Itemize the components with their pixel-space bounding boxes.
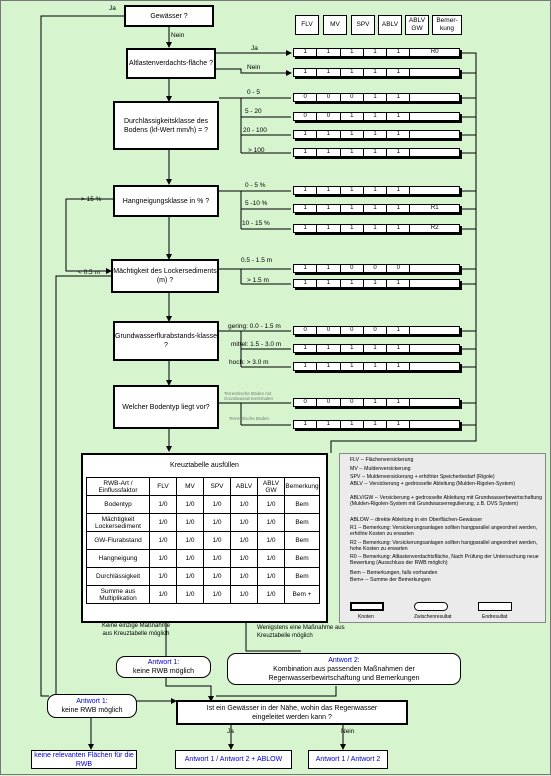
legend-label-knoten: Knoten [358, 614, 374, 620]
matrix-cell: 1/0 [258, 568, 285, 586]
end-result-keine-flaechen: keine relevanten Flächen für die RWB [31, 750, 137, 769]
row-value-cell: 1 [387, 345, 410, 352]
question-altlasten: Altlastenverdachts-fläche ? [126, 48, 216, 79]
row-value-cell: 1 [364, 113, 387, 120]
branch-label: hoch: > 3.0 m [229, 359, 269, 366]
branch-label: 20 - 100 [243, 127, 267, 134]
matrix-cell: Bodentyp [87, 496, 150, 514]
row-value-cell: 1 [317, 345, 340, 352]
branch-label: 10 - 15 % [242, 220, 270, 227]
matrix-cell: Bem [285, 514, 320, 532]
row-value-cell: 0 [317, 399, 340, 406]
row-value-cell: 1 [364, 49, 387, 56]
matrix-cell: 1/0 [150, 496, 177, 514]
row-value-cell: 1 [317, 363, 340, 370]
legend-item: Bem -- Bemerkungen, falls vorhanden [350, 570, 438, 576]
value-row [293, 279, 460, 288]
row-value-cell: 0 [341, 94, 364, 101]
row-remark-cell [410, 363, 459, 370]
row-value-cell: 1 [387, 327, 410, 334]
result-antwort2 [227, 653, 461, 685]
row-value-cell: 1 [387, 205, 410, 212]
matrix-cell: 1/0 [204, 514, 231, 532]
matrix-cell: 1/0 [231, 550, 258, 568]
branch-label: > 100 [248, 147, 265, 154]
row-remark-cell [410, 113, 459, 120]
row-value-cell: 0 [364, 327, 387, 334]
matrix-cell: 1/0 [150, 550, 177, 568]
edge-label-nein: Nein [171, 32, 185, 39]
legend-item: MV -- Muldenversickerung [350, 466, 411, 472]
matrix-cell: 1/0 [204, 532, 231, 550]
legend-item: R1 -- Bemerkung: Versickerungsanlagen sollten hangparallel angeordnet werden, erhöhte Kosten zu erwarten [350, 525, 538, 538]
matrix-cell: 1/0 [258, 532, 285, 550]
row-remark-cell [410, 69, 459, 76]
row-value-cell: 1 [387, 225, 410, 232]
column-header-flv: FLV [295, 15, 319, 35]
matrix-row [87, 514, 320, 532]
matrix-cell: Bemerkung [285, 478, 320, 496]
row-value-cell: 1 [294, 421, 317, 428]
row-value-cell: 0 [317, 113, 340, 120]
question-gewaesser-naehe: Ist ein Gewässer in der Nähe, wohin das Regenwasser eingeleitet werden kann ? [176, 700, 408, 725]
row-remark-cell [410, 327, 459, 334]
row-value-cell: 1 [341, 225, 364, 232]
matrix-cell: 1/0 [204, 496, 231, 514]
row-remark-cell [410, 265, 459, 272]
row-value-cell: 1 [387, 49, 410, 56]
antwort1-left-text: keine RWB möglich [61, 707, 123, 714]
value-row [293, 68, 460, 77]
row-value-cell: 1 [387, 113, 410, 120]
row-value-cell: 1 [364, 149, 387, 156]
result-antwort1-mid [116, 656, 211, 678]
column-header-ablv: ABLV [378, 15, 402, 35]
row-remark-cell [410, 131, 459, 138]
question-hangneigung: Hangneigungsklasse in % ? [113, 185, 219, 217]
value-row [293, 326, 460, 335]
value-row [293, 264, 460, 273]
branch-label: gering: 0.0 - 1.5 m [228, 323, 281, 330]
row-value-cell: 1 [294, 265, 317, 272]
edge-label-ja: Ja [109, 5, 116, 12]
value-row [293, 398, 460, 407]
branch-label: Terrestrische Böden mit Grundwassermerkmalen [224, 391, 274, 401]
branch-label: 0.5 - 1.5 m [241, 257, 273, 264]
row-value-cell: 1 [294, 280, 317, 287]
legend-item: SPV -- Muldenversickerung + erhöhter Speicherbedarf (Rigole) [350, 474, 495, 480]
row-value-cell: 0 [317, 327, 340, 334]
legend-label-zwischen: Zwischenresultat [414, 614, 452, 620]
result-antwort1-left [47, 694, 137, 718]
row-value-cell: 1 [317, 225, 340, 232]
note-keine-einzige: Keine einzige Maßnahme aus Kreuztabelle möglich [101, 623, 171, 637]
row-value-cell: 1 [294, 205, 317, 212]
row-value-cell: 1 [317, 421, 340, 428]
matrix-cell: 1/0 [231, 568, 258, 586]
row-value-cell: 1 [317, 280, 340, 287]
end-result-antwort: Antwort 1 / Antwort 2 [308, 750, 388, 769]
row-value-cell: 1 [364, 69, 387, 76]
row-value-cell: 1 [387, 69, 410, 76]
matrix-cell: ABLV [231, 478, 258, 496]
value-row [293, 186, 460, 195]
branch-label: > 1.5 m [247, 277, 269, 284]
row-value-cell: 0 [364, 265, 387, 272]
row-value-cell: 1 [294, 149, 317, 156]
matrix-cell: 1/0 [258, 496, 285, 514]
branch-label: 0 - 5 % [245, 182, 266, 189]
matrix-cell: GW-Flurabstand [87, 532, 150, 550]
branch-label: 5 - 20 [245, 108, 262, 115]
matrix-cell: RWB-Art / Einflussfaktor [87, 478, 150, 496]
legend-shape-zwischen [414, 602, 448, 611]
legend-item: ABLV/GW -- Versickerung + gedrosselte Ableitung mit Grundwasserbewirtschaftung (Mulden-Rigolen-System mit Grundwasserregulierung, z.B. DVS System) [350, 495, 543, 508]
value-row [293, 204, 460, 213]
row-value-cell: 1 [294, 363, 317, 370]
row-value-cell: 1 [317, 205, 340, 212]
branch-label: 5 -10 % [245, 200, 268, 207]
matrix-cell: Bem + [285, 586, 320, 604]
row-value-cell: 1 [364, 205, 387, 212]
question-durchlaessigkeit: Durchlässigkeitsklasse des Bodens (kf-Wert mm/h) = ? [113, 101, 219, 150]
row-value-cell: 1 [364, 399, 387, 406]
row-value-cell: 1 [387, 94, 410, 101]
row-value-cell: 1 [317, 131, 340, 138]
row-value-cell: 1 [387, 187, 410, 194]
matrix-cell: FLV [150, 478, 177, 496]
row-value-cell: 1 [294, 49, 317, 56]
value-row [293, 148, 460, 157]
matrix-cell: 1/0 [231, 514, 258, 532]
matrix-cell: Mächtigkeit Lockersediment [87, 514, 150, 532]
row-value-cell: 1 [364, 280, 387, 287]
matrix-cell: 1/0 [150, 568, 177, 586]
row-value-cell: 0 [294, 399, 317, 406]
value-row [293, 362, 460, 371]
matrix-cell: MV [177, 478, 204, 496]
row-remark-cell [410, 421, 459, 428]
row-remark-cell: R0 [430, 49, 439, 55]
row-value-cell: 1 [294, 69, 317, 76]
legend-item: FLV -- Flächenversickerung [350, 457, 414, 463]
matrix-row [87, 532, 320, 550]
legend-shape-knoten [350, 602, 384, 611]
row-value-cell: 0 [294, 94, 317, 101]
matrix-cell: 1/0 [258, 514, 285, 532]
matrix-cell: 1/0 [177, 586, 204, 604]
matrix-row [87, 550, 320, 568]
matrix-cell: Durchlässigkeit [87, 568, 150, 586]
value-row [293, 224, 460, 233]
value-row [293, 344, 460, 353]
legend-item: Bem+ -- Summe der Bemerkungen [350, 577, 431, 583]
row-value-cell: 1 [387, 421, 410, 428]
legend [339, 453, 546, 623]
row-value-cell: 1 [341, 49, 364, 56]
row-value-cell: 0 [317, 94, 340, 101]
row-value-cell: 1 [364, 345, 387, 352]
edge-label-gt15: > 15 % [81, 196, 102, 203]
row-value-cell: 1 [341, 421, 364, 428]
question-gewaesser: Gewässer ? [124, 5, 214, 27]
antwort2-label: Antwort 2: [328, 656, 360, 664]
row-remark-cell: R2 [430, 225, 439, 231]
row-value-cell: 1 [387, 363, 410, 370]
row-value-cell: 1 [364, 131, 387, 138]
matrix-header-row [87, 478, 320, 496]
value-row [293, 130, 460, 139]
row-value-cell: 0 [294, 113, 317, 120]
row-value-cell: 1 [341, 149, 364, 156]
value-row [293, 48, 460, 57]
antwort1-mid-label: Antwort 1: [147, 659, 180, 666]
kreuztabelle [81, 453, 328, 623]
end-result-antwort-ablow: Antwort 1 / Antwort 2 + ABLOW [175, 750, 292, 769]
matrix-cell: 1/0 [204, 568, 231, 586]
row-value-cell: 1 [317, 265, 340, 272]
matrix-cell: 1/0 [150, 532, 177, 550]
matrix-cell: Bem [285, 496, 320, 514]
row-remark-cell [410, 280, 459, 287]
kreuztabelle-title: Kreuztabelle ausfüllen [170, 462, 239, 469]
matrix-cell: Hangneigung [87, 550, 150, 568]
row-value-cell: 1 [341, 131, 364, 138]
matrix-cell: Bem [285, 550, 320, 568]
row-value-cell: 0 [341, 265, 364, 272]
value-row [293, 93, 460, 102]
antwort1-left-label: Antwort 1: [76, 698, 108, 705]
row-remark-cell [410, 399, 459, 406]
row-value-cell: 1 [317, 49, 340, 56]
row-value-cell: 1 [341, 345, 364, 352]
column-header-ablv-gw: ABLV GW [405, 15, 429, 35]
row-value-cell: 1 [364, 187, 387, 194]
row-value-cell: 1 [387, 280, 410, 287]
matrix-cell: 1/0 [231, 532, 258, 550]
matrix-cell: 1/0 [231, 586, 258, 604]
row-value-cell: 1 [364, 363, 387, 370]
branch-label: 0 - 5 [247, 89, 261, 96]
matrix-cell: ABLV GW [258, 478, 285, 496]
row-remark-cell [410, 187, 459, 194]
row-value-cell: 0 [387, 265, 410, 272]
matrix-cell: 1/0 [177, 568, 204, 586]
kreuztabelle-table [86, 477, 320, 604]
row-value-cell: 1 [341, 280, 364, 287]
row-value-cell: 1 [294, 131, 317, 138]
row-value-cell: 1 [387, 131, 410, 138]
row-value-cell: 1 [294, 225, 317, 232]
matrix-row [87, 568, 320, 586]
matrix-cell: 1/0 [204, 586, 231, 604]
row-value-cell: 1 [364, 225, 387, 232]
matrix-cell: Bem [285, 568, 320, 586]
matrix-row [87, 586, 320, 604]
value-row [293, 420, 460, 429]
legend-item: R2 -- Bemerkung: Versickerungsanlagen sollten hangparallel angeordnet werden, hohe Kosten zu erwarten [350, 540, 538, 553]
row-value-cell: 1 [341, 69, 364, 76]
column-header-spv: SPV [351, 15, 375, 35]
note-wenigstens: Wenigstens eine Maßnahme aus Kreuztabelle möglich [257, 625, 345, 639]
branch-label: mittel: 1.5 - 3.0 m [231, 341, 282, 348]
legend-item: ABLV -- Versickerung + gedrosselte Ableitung (Mulden-Rigolen-System) [350, 481, 515, 487]
legend-shape-end [478, 602, 512, 611]
row-value-cell: 1 [317, 149, 340, 156]
legend-label-end: Endresultat [482, 614, 508, 620]
row-value-cell: 1 [364, 421, 387, 428]
legend-item: ABLOW -- direkte Ableitung in ein Oberflächen-Gewässer [350, 517, 483, 523]
matrix-cell: 1/0 [177, 514, 204, 532]
column-header-bemerkung: Bemer-kung [432, 15, 462, 35]
row-value-cell: 1 [364, 94, 387, 101]
matrix-row [87, 496, 320, 514]
matrix-cell: 1/0 [177, 532, 204, 550]
matrix-cell: 1/0 [231, 496, 258, 514]
row-remark-cell: R1 [430, 205, 439, 211]
row-value-cell: 0 [294, 327, 317, 334]
matrix-cell: 1/0 [258, 550, 285, 568]
antwort1-mid-text: keine RWB möglich [133, 668, 194, 675]
row-value-cell: 1 [294, 187, 317, 194]
value-row [293, 112, 460, 121]
row-remark-cell [410, 94, 459, 101]
column-header-mv: MV [323, 15, 347, 35]
row-value-cell: 1 [341, 187, 364, 194]
question-bodentyp: Welcher Bodentyp liegt vor? [113, 385, 219, 429]
edge-label-ja-q8: Ja [227, 728, 234, 735]
question-maechtigkeit: Mächtigkeit des Lockersediments (m) ? [111, 259, 219, 293]
row-value-cell: 1 [341, 205, 364, 212]
edge-label-nein-q2: Nein [247, 64, 261, 71]
edge-label-nein-q8: Nein [341, 728, 355, 735]
matrix-cell: 1/0 [177, 550, 204, 568]
matrix-cell: 1/0 [204, 550, 231, 568]
row-value-cell: 1 [387, 149, 410, 156]
row-value-cell: 1 [341, 363, 364, 370]
row-remark-cell [410, 149, 459, 156]
matrix-cell: Summe aus Multiplikation [87, 586, 150, 604]
row-value-cell: 1 [317, 187, 340, 194]
edge-label-lt05: < 0.5 m [78, 269, 100, 276]
matrix-cell: SPV [204, 478, 231, 496]
edge-label-ja-q2: Ja [251, 45, 258, 52]
matrix-cell: 1/0 [258, 586, 285, 604]
row-value-cell: 1 [317, 69, 340, 76]
row-remark-cell [410, 345, 459, 352]
matrix-cell: 1/0 [150, 586, 177, 604]
row-value-cell: 0 [341, 399, 364, 406]
matrix-cell: 1/0 [150, 514, 177, 532]
row-value-cell: 0 [341, 327, 364, 334]
antwort2-text: Kombination aus passenden Maßnahmen der Regenwasserbewirtschaftung und Bemerkungen [268, 665, 420, 682]
row-value-cell: 1 [387, 399, 410, 406]
matrix-cell: 1/0 [177, 496, 204, 514]
legend-item: R0 -- Bemerkung: Altlastenverdachtsfläche, Nach Prüfung der Untersuchung neue Bewertung (Ausschluss der RWB möglich) [350, 554, 539, 567]
branch-label: Terrestrische Böden [229, 416, 270, 421]
question-grundwasserflurabstand: Grundwasserflurabstands-klasse ? [113, 321, 219, 361]
row-value-cell: 1 [294, 345, 317, 352]
matrix-cell: Bem [285, 532, 320, 550]
row-value-cell: 1 [341, 113, 364, 120]
